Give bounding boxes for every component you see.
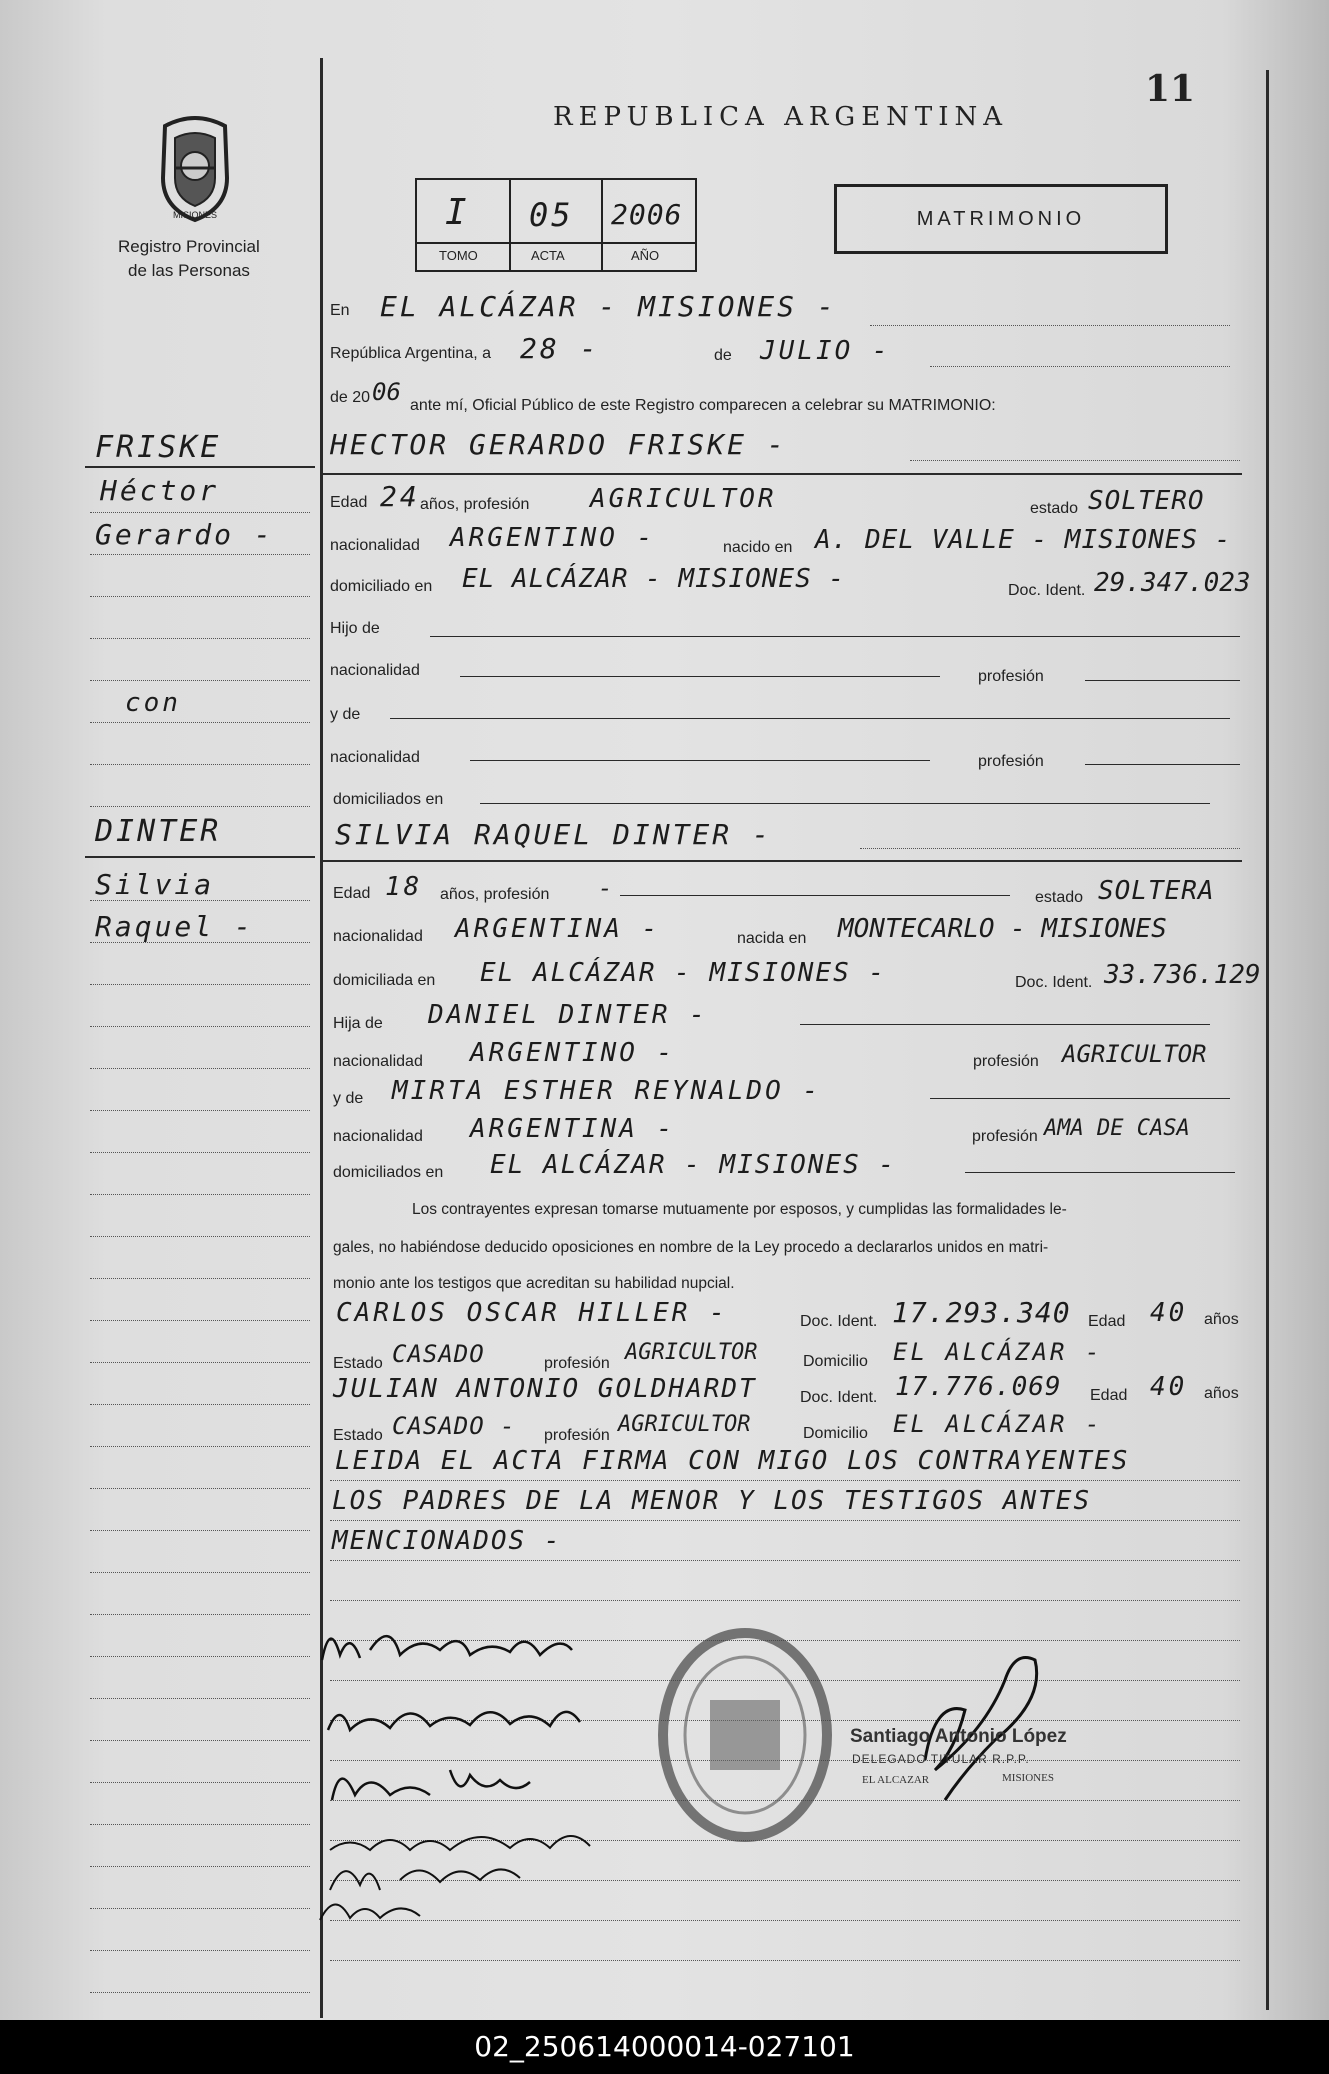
page-number: 11 [1145, 68, 1196, 110]
bride-anos-prof-label: años, profesión [440, 886, 550, 903]
en-label: En [330, 302, 350, 319]
declaration-line2: gales, no habiéndose deducido oposiciones en nombre de la Ley procedo a declararlos unidos en matri- [333, 1239, 1049, 1256]
bride-domicilio: EL ALCÁZAR - MISIONES - [480, 958, 887, 988]
witness2-profesion: AGRICULTOR [618, 1412, 751, 1437]
groom-doc-label: Doc. Ident. [1008, 582, 1086, 599]
bride-edad-label: Edad [333, 885, 371, 902]
groom-anos-prof-label: años, profesión [420, 496, 530, 513]
bride-estado: SOLTERA [1098, 876, 1215, 906]
marriage-month: JULIO - [760, 336, 891, 366]
bride-padre-prof-label: profesión [973, 1053, 1039, 1070]
witness2-doc: 17.776.069 [895, 1372, 1062, 1402]
ano-label: AÑO [631, 248, 660, 263]
doc-type-box [834, 184, 1168, 254]
closing-line1: LEIDA EL ACTA FIRMA CON MIGO LOS CONTRAYENTES [335, 1446, 1130, 1476]
acta-value: 05 [529, 196, 574, 234]
intro-text: ante mí, Oficial Público de este Registro comparecen a celebrar su MATRIMONIO: [410, 397, 996, 414]
margin-bride-surname: DINTER [95, 814, 222, 849]
witness2-estado: CASADO - [392, 1412, 516, 1440]
groom-nacionalidad-label: nacionalidad [330, 537, 420, 554]
footer-caption: 02_250614000014-027101 [0, 2020, 1329, 2074]
official-province: MISIONES [1002, 1772, 1054, 1784]
witness1-doc: 17.293.340 [892, 1296, 1071, 1329]
year-suffix: 06 [372, 378, 401, 406]
witness1-doc-label: Doc. Ident. [800, 1313, 878, 1330]
bride-madre-prof-label: profesión [972, 1128, 1038, 1145]
groom-hijo-label: Hijo de [330, 620, 380, 637]
groom-mother-prof-label: profesión [978, 753, 1044, 770]
marriage-day: 28 - [520, 332, 600, 365]
doc-type-label: MATRIMONIO [916, 208, 1086, 230]
groom-estado-label: estado [1030, 500, 1079, 517]
province-seal-icon [145, 108, 245, 228]
country-title: REPUBLICA ARGENTINA [553, 102, 1009, 132]
groom-domicilio-label: domiciliado en [330, 578, 433, 595]
acta-label: ACTA [531, 248, 565, 263]
bride-estado-label: estado [1035, 889, 1084, 906]
office-name-line2: de las Personas [128, 261, 250, 280]
witness2-doc-label: Doc. Ident. [800, 1389, 878, 1406]
bride-yde-label: y de [333, 1090, 364, 1107]
witness1-profesion: AGRICULTOR [625, 1340, 758, 1365]
bride-padre-nac-label: nacionalidad [333, 1053, 423, 1070]
witness2-anos-label: años [1204, 1385, 1239, 1402]
bride-domiciliados-label: domiciliados en [333, 1164, 444, 1181]
acta-box [415, 178, 697, 272]
bride-domicilio-label: domiciliada en [333, 972, 436, 989]
groom-domicilio: EL ALCÁZAR - MISIONES - [462, 564, 846, 594]
year-prefix: de 20 [330, 389, 371, 406]
ano-value: 2006 [611, 198, 683, 231]
groom-mother-nac-label: nacionalidad [330, 749, 420, 766]
bride-padre: DANIEL DINTER - [428, 1000, 708, 1030]
witness1-domicilio-label: Domicilio [803, 1353, 868, 1370]
bride-madre-prof: AMA DE CASA [1044, 1116, 1190, 1141]
witness1-edad-label: Edad [1088, 1313, 1126, 1330]
official-name: Santiago Antonio López [850, 1726, 1067, 1747]
bride-padre-nac: ARGENTINO - [470, 1038, 676, 1068]
margin-bride-given2: Raquel - [95, 910, 254, 943]
bride-nacionalidad-label: nacionalidad [333, 928, 423, 945]
groom-father-prof-label: profesión [978, 668, 1044, 685]
official-title: DELEGADO TITULAR R.P.P. [852, 1752, 1030, 1766]
bride-madre-nac: ARGENTINA - [470, 1114, 676, 1144]
closing-line3: MENCIONADOS - [332, 1526, 562, 1556]
groom-name: HECTOR GERARDO FRISKE - [330, 428, 787, 461]
witness1-anos-label: años [1204, 1311, 1239, 1328]
groom-yde-label: y de [330, 706, 361, 723]
witness1-estado: CASADO [392, 1340, 485, 1368]
declaration-line1: Los contrayentes expresan tomarse mutuamente por esposos, y cumplidas las formalidades le- [412, 1201, 1067, 1218]
witness1-estado-label: Estado [333, 1355, 383, 1372]
groom-nacido-label: nacido en [723, 539, 793, 556]
tomo-label: TOMO [439, 248, 478, 263]
margin-bride-given1: Silvia [95, 868, 215, 901]
official-place: EL ALCAZAR [862, 1774, 930, 1786]
witness2-domicilio: EL ALCÁZAR - [893, 1410, 1103, 1438]
groom-father-nac-label: nacionalidad [330, 662, 420, 679]
witness2-edad: 40 [1150, 1372, 1188, 1402]
bride-doc-label: Doc. Ident. [1015, 974, 1093, 991]
groom-profesion: AGRICULTOR [590, 484, 777, 514]
witness1-edad: 40 [1150, 1298, 1188, 1328]
witness2-domicilio-label: Domicilio [803, 1425, 868, 1442]
margin-groom-surname: FRISKE [95, 430, 222, 465]
witness1-profesion-label: profesión [544, 1355, 610, 1372]
witness2-profesion-label: profesión [544, 1427, 610, 1444]
groom-doc: 29.347.023 [1094, 568, 1251, 598]
bride-nacida-label: nacida en [737, 930, 807, 947]
witness1-domicilio: EL ALCÁZAR - [893, 1338, 1103, 1366]
seal-text: MISIONES [172, 210, 218, 220]
groom-edad-label: Edad [330, 494, 368, 511]
frame-right-line [1266, 70, 1269, 2010]
bride-hija-label: Hija de [333, 1015, 383, 1032]
bride-madre-nac-label: nacionalidad [333, 1128, 423, 1145]
groom-edad: 24 [380, 480, 420, 513]
marriage-place: EL ALCÁZAR - MISIONES - [380, 290, 837, 323]
witness2-estado-label: Estado [333, 1427, 383, 1444]
bride-doc: 33.736.129 [1104, 960, 1261, 990]
margin-con: con [125, 688, 181, 718]
tomo-value: I [445, 192, 470, 233]
bride-domiciliados: EL ALCÁZAR - MISIONES - [490, 1150, 897, 1180]
de-label: de [714, 347, 732, 364]
bride-edad: 18 [385, 872, 423, 902]
official-round-stamp-icon [655, 1625, 835, 1845]
witness2-name: JULIAN ANTONIO GOLDHARDT [333, 1374, 757, 1404]
margin-groom-given1: Héctor [100, 474, 220, 507]
witness1-name: CARLOS OSCAR HILLER - [336, 1298, 728, 1328]
republica-label: República Argentina, a [330, 345, 491, 362]
signatures-image [310, 1600, 690, 1930]
bride-nacida: MONTECARLO - MISIONES [838, 914, 1167, 944]
office-name-line1: Registro Provincial [118, 237, 260, 256]
groom-domiciliados-label: domiciliados en [333, 791, 444, 808]
declaration-line3: monio ante los testigos que acreditan su habilidad nupcial. [333, 1275, 735, 1292]
closing-line2: LOS PADRES DE LA MENOR Y LOS TESTIGOS ANTES [332, 1486, 1092, 1516]
bride-nacionalidad: ARGENTINA - [455, 914, 661, 944]
groom-nacido: A. DEL VALLE - MISIONES - [815, 525, 1232, 555]
witness2-edad-label: Edad [1090, 1387, 1128, 1404]
groom-estado: SOLTERO [1088, 486, 1205, 516]
bride-profesion: - [598, 874, 616, 902]
bride-madre: MIRTA ESTHER REYNALDO - [392, 1076, 822, 1106]
margin-groom-given2: Gerardo - [95, 518, 274, 551]
bride-padre-prof: AGRICULTOR [1062, 1040, 1207, 1068]
bride-name: SILVIA RAQUEL DINTER - [335, 818, 772, 851]
groom-nacionalidad: ARGENTINO - [450, 523, 656, 553]
